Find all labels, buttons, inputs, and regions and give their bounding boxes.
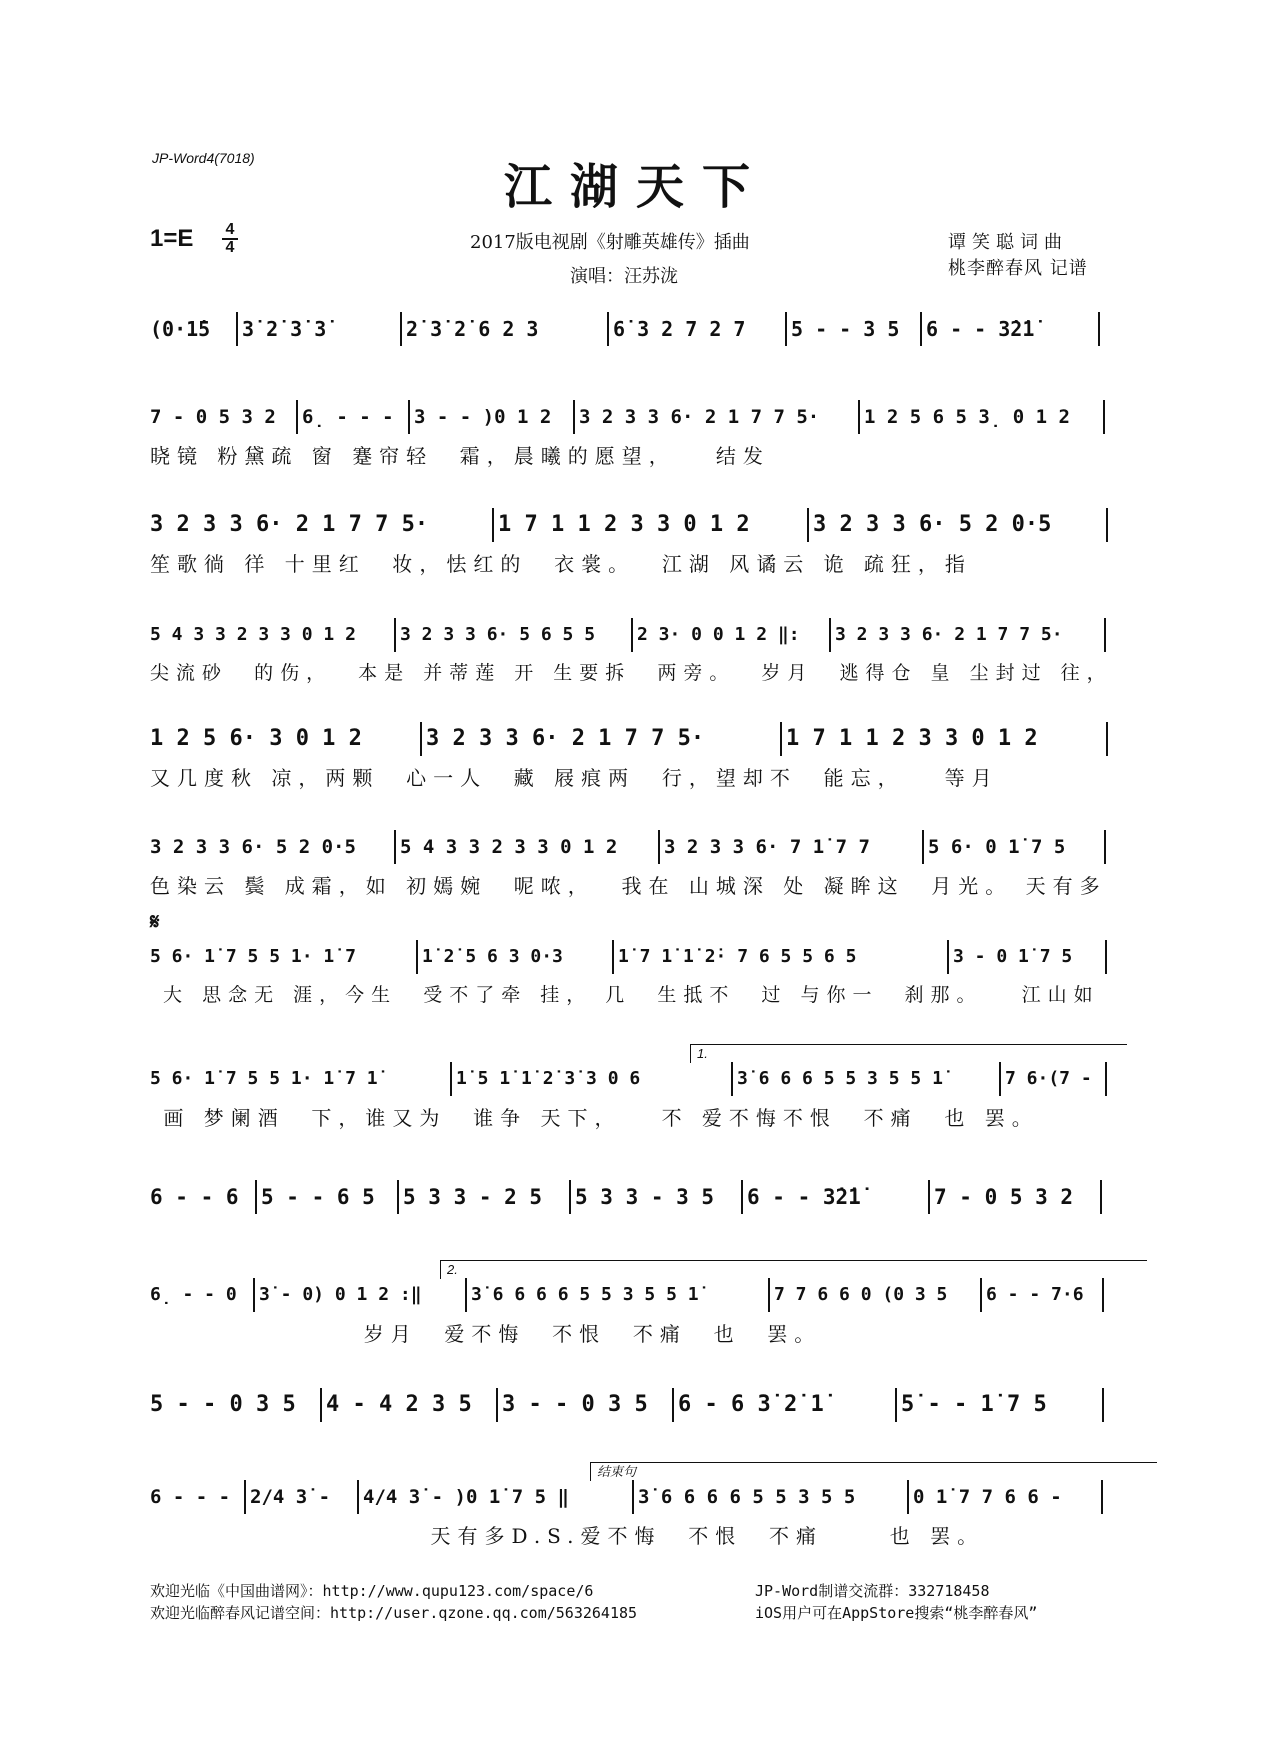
footer-website-link: 欢迎光临《中国曲谱网》：http://www.qupu123.com/space/6 — [150, 1582, 594, 1600]
measure: 6 - - 3̇2̇1̇ — [741, 1180, 928, 1214]
song-title: 江湖天下 — [503, 159, 768, 215]
lyrics-line — [150, 1520, 1120, 1550]
measure: 2/4 3̇ - — [244, 1480, 357, 1514]
measure: 7 7 6 6 0 (0 3 5 — [768, 1278, 980, 1312]
measure: 1 7 1 1 2 3 3 0 1 2 — [780, 722, 1108, 756]
measure: 2 3· 0 0 1 2 ‖: — [631, 618, 829, 652]
subtitle: 2017版电视剧《射雕英雄传》插曲 — [470, 232, 750, 253]
measure: 6 - - 3̇2̇1̇ — [920, 312, 1100, 346]
measure: 7 - 0 5 3 2 — [150, 406, 276, 428]
notation-line — [150, 1480, 1120, 1514]
time-signature-numerator: 4 — [222, 222, 238, 240]
volta-bracket: 1. — [690, 1044, 1127, 1063]
lyrics-line — [150, 548, 1120, 578]
measure: 5 4 3 3 2 3 3 0 1 2 — [394, 830, 658, 864]
measure: 5 - - 6 5 — [255, 1180, 397, 1214]
lyrics-text: 晓镜 粉黛疏 窗 蹇帘轻 霜，晨曦的愿望， 结发 — [150, 444, 770, 468]
time-signature-denominator: 4 — [225, 239, 235, 256]
measure: 3̇ - 0) 0 1 2 :‖ — [253, 1278, 465, 1312]
measure: 3 2 3 3 6· 2 1 7 7 5· — [420, 722, 780, 756]
measure: 3̇ 2̇ 3̇ 3̇ — [236, 312, 400, 346]
notation-line — [150, 830, 1120, 864]
lyrics-text: 笙歌徜 徉 十里红 妆，怯红的 衣裳。 江湖 风谲云 诡 疏狂，指 — [150, 552, 972, 576]
measure: 6 - - - — [150, 1486, 231, 1508]
measure: 1̇ 5 1̇ 1̇ 2̇ 3̇ 3 0 6 — [450, 1062, 731, 1096]
lyrics-text: 大 思念无 涯，今生 受不了牵 挂， 几 生抵不 过 与你一 刹那。 江山如 — [150, 984, 1100, 1006]
notation-line — [150, 722, 1120, 756]
notation-line — [150, 940, 1120, 974]
measure: 6 - 6 3̇ 2̇ 1̇ — [672, 1388, 895, 1422]
measure: 3̇ 6 6 6 6 5 5 3 5 5 — [632, 1480, 907, 1514]
lyrics-line — [150, 870, 1120, 900]
lyrics-line — [150, 980, 1120, 1010]
measure: 4 - 4 2 3 5 — [320, 1388, 496, 1422]
measure: 6̇ 3 2 7 2 7 — [607, 312, 785, 346]
lyrics-text: 色染云 鬓 成霜，如 初嫣婉 呢哝， 我在 山城深 处 凝眸这 月光。 天有多 — [150, 874, 1107, 898]
notation-line — [150, 1278, 1120, 1312]
composer-credit: 谭笑聪词曲 — [948, 232, 1068, 253]
measure: 1 2 5 6· 3 0 1 2 — [150, 726, 362, 751]
measure: 5 3 3 - 3 5 — [569, 1180, 741, 1214]
footer-space-link: 欢迎光临醉春风记谱空间：http://user.qzone.qq.com/563264185 — [150, 1604, 638, 1622]
lyrics-line — [150, 1318, 1120, 1348]
segno-sign: 𝄋 — [150, 910, 160, 935]
measure: 5 6· 1̇ 7 5 5 1· 1̇ 7 1̇ — [150, 1068, 378, 1089]
notation-line — [150, 1062, 1120, 1096]
time-signature — [222, 222, 238, 256]
measure: 3 2 3 3 6· 5 2 0·5 — [807, 508, 1108, 542]
lyrics-line — [150, 1102, 1120, 1132]
singer-credit: 演唱：汪苏泷 — [570, 266, 678, 287]
measure: 3 2 3 3 6· 5 2 0·5 — [150, 836, 356, 858]
measure: 5 - - 0 3 5 — [150, 1392, 296, 1417]
measure: 1̇ 7 1̇ 1̇ 2̇· 7 6 5 5 6 5 — [612, 940, 947, 974]
measure: 5̇ - - 1̇ 7 5 — [895, 1388, 1104, 1422]
footer-right — [755, 1580, 1037, 1624]
measure: 3 2 3 3 6· 2 1 7 7 5· — [573, 400, 858, 434]
measure: 1̇ 2̇ 5 6 3 0·3 — [416, 940, 612, 974]
measure: 5 4 3 3 2 3 3 0 1 2 — [150, 624, 356, 645]
measure: 2̇ 3̇ 2̇ 6 2 3 — [400, 312, 607, 346]
measure: 5 - - 3 5 — [785, 312, 920, 346]
lyrics-line — [150, 440, 1120, 470]
measure: (0·1̇5 — [150, 317, 211, 341]
lyrics-text: 画 梦阑酒 下，谁又为 谁争 天下， 不 爱不悔不恨 不痛 也 罢。 — [150, 1106, 1039, 1130]
volta-bracket: 结束句 — [590, 1462, 1157, 1481]
software-label: JP-Word4(7018) — [152, 150, 255, 166]
measure: 0 1̇ 7 7 6 6 - — [907, 1480, 1103, 1514]
key-signature: 1=E — [150, 225, 194, 252]
measure: 3 - 0 1̇ 7 5 — [947, 940, 1107, 974]
footer-left — [150, 1580, 637, 1624]
measure: 6̣ - - - — [296, 400, 408, 434]
notation-line — [150, 1180, 1120, 1214]
measure: 3 2 3 3 6· 2 1 7 7 5· — [829, 618, 1106, 652]
notation-line — [150, 618, 1120, 652]
lyrics-text: 又几度秋 凉，两颗 心一人 藏 屐痕两 行，望却不 能忘， 等月 — [150, 766, 999, 790]
lyrics-text: 天有多D.S.爱不悔 不恨 不痛 也 罢。 — [150, 1524, 985, 1548]
measure: 3 - - )0 1 2 — [408, 400, 573, 434]
measure: 3̇ 6 6 6 6 5 5 3 5 5 1̇ — [465, 1278, 768, 1312]
lyrics-text: 尖流砂 的伤， 本是 并蒂莲 开 生要拆 两旁。 岁月 逃得仓 皇 尘封过 往， — [150, 662, 1113, 684]
measure: 3 2 3 3 6· 2 1 7 7 5· — [150, 512, 429, 537]
notation-line — [150, 508, 1120, 542]
measure: 3 2 3 3 6· 5 6 5 5 — [394, 618, 631, 652]
lyrics-line — [150, 762, 1120, 792]
notation-line — [150, 1388, 1120, 1422]
lyrics-line — [150, 658, 1120, 688]
measure: 3̇ 6 6 6 5 5 3 5 5 1̇ — [731, 1062, 999, 1096]
measure: 5 3 3 - 2 5 — [397, 1180, 569, 1214]
measure: 5 6· 0 1̇ 7 5 — [922, 830, 1106, 864]
measure: 1 2 5 6 5 3̣ 0 1 2 — [858, 400, 1105, 434]
measure: 5 6· 1̇ 7 5 5 1· 1̇ 7 — [150, 946, 356, 967]
lyrics-text: 岁月 爱不悔 不恨 不痛 也 罢。 — [150, 1322, 822, 1346]
footer-group-info: JP-Word制谱交流群：332718458 — [755, 1582, 990, 1600]
notation-line — [150, 400, 1120, 434]
volta-bracket: 2. — [440, 1260, 1147, 1279]
transcriber-credit: 桃李醉春风 记谱 — [948, 258, 1088, 279]
measure: 6̣ - - 0 — [150, 1284, 237, 1305]
footer-ios-info: iOS用户可在AppStore搜索“桃李醉春风” — [755, 1604, 1038, 1622]
measure: 6 - - 7·6 — [980, 1278, 1104, 1312]
measure: 7 - 0 5 3 2 — [928, 1180, 1102, 1214]
measure: 6 - - 6 — [150, 1185, 239, 1209]
measure: 3 - - 0 3 5 — [496, 1388, 672, 1422]
notation-line — [150, 312, 1120, 346]
measure: 3 2 3 3 6· 7 1̇ 7 7 — [658, 830, 922, 864]
measure: 4/4 3̇ - )0 1̇ 7 5 ‖ — [357, 1480, 632, 1514]
measure: 1 7 1 1 2 3 3 0 1 2 — [492, 508, 807, 542]
measure: 7 6·(7 - — [999, 1062, 1107, 1096]
